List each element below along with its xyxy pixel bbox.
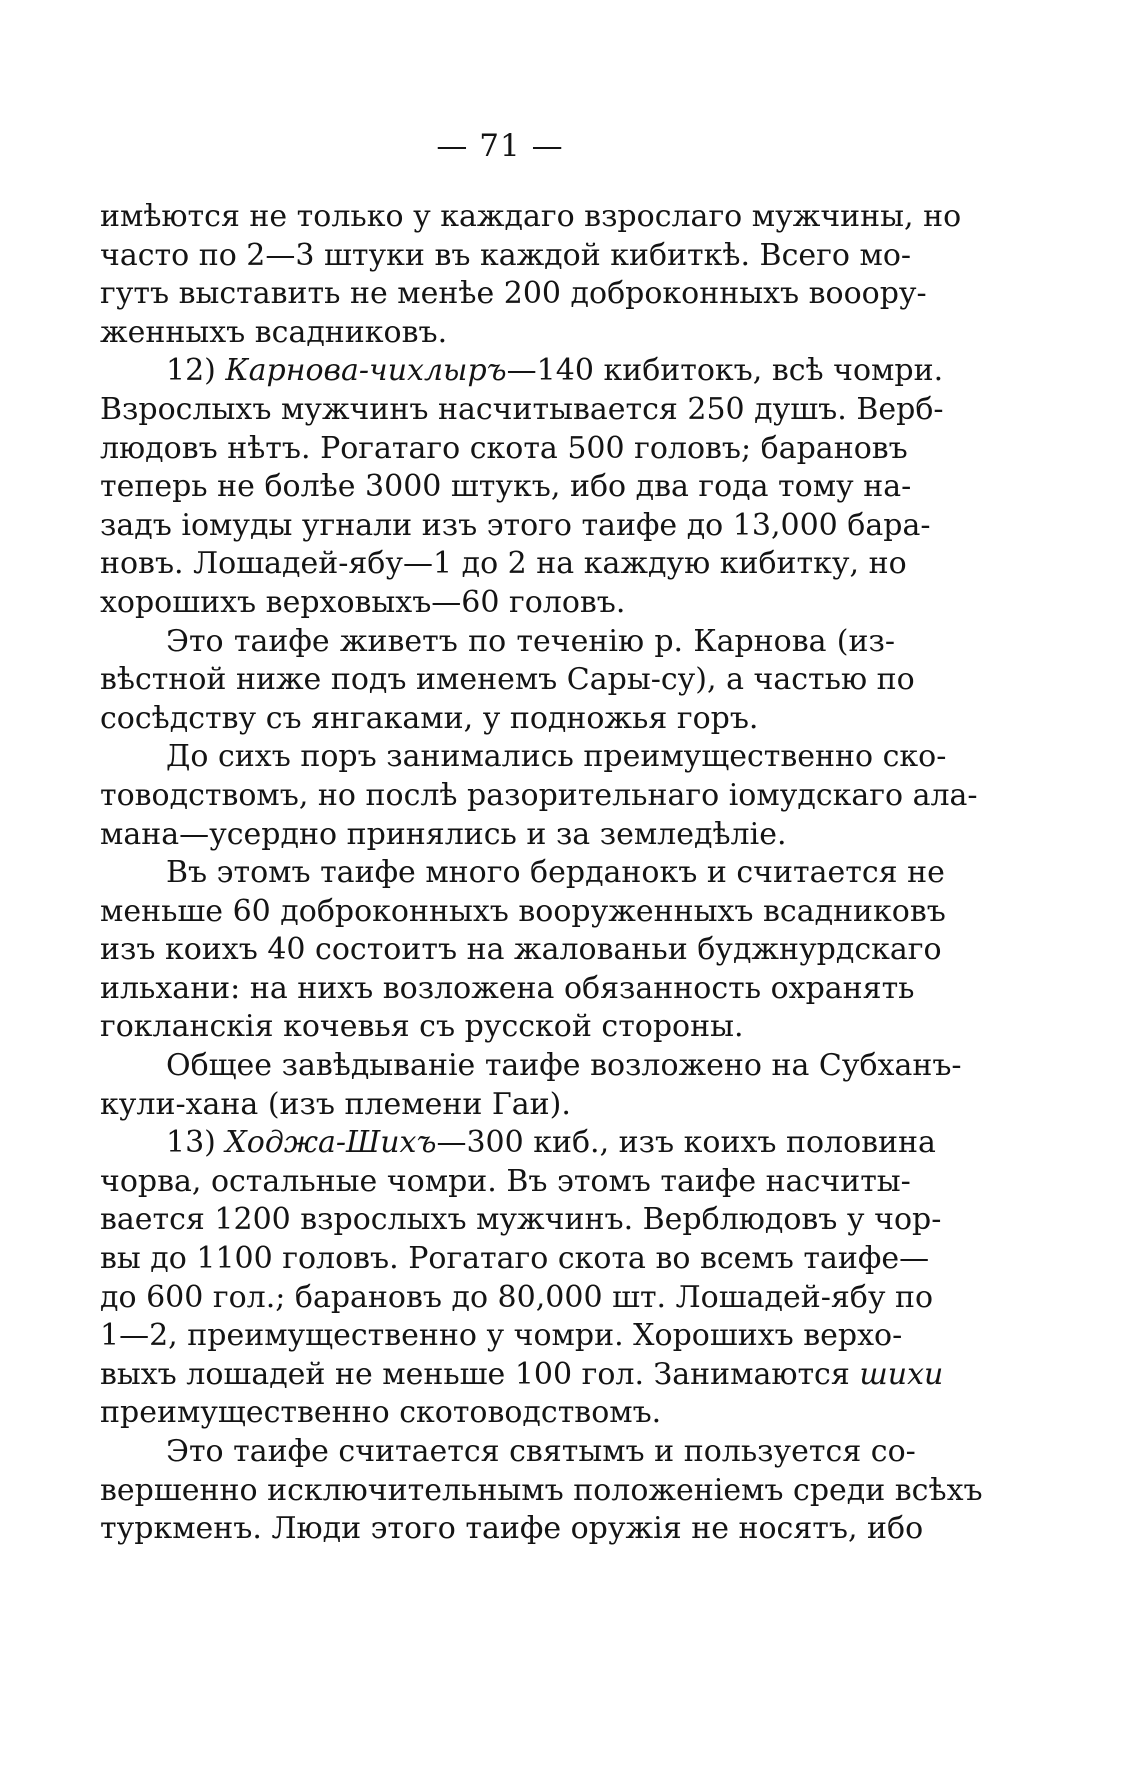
text-run: вершенно исключительнымъ положеніемъ среди всѣхъ (100, 1472, 983, 1508)
text-run: до 600 гол.; барановъ до 80,000 шт. Лошадей-ябу по (100, 1279, 934, 1315)
paragraph-start-line (100, 1433, 916, 1472)
text-line (100, 777, 978, 816)
page-number: — 71 — (436, 128, 564, 164)
text-line (100, 507, 931, 546)
text-line (100, 816, 895, 855)
text-line (100, 1472, 983, 1511)
text-line (100, 237, 912, 276)
text-run: женныхъ всадниковъ. (100, 314, 448, 350)
text-run: —300 киб., изъ коихъ половина (436, 1125, 936, 1161)
text-run: выхъ лошадей не меньше 100 гол. Занимаются (100, 1356, 860, 1392)
text-line (100, 700, 895, 739)
text-line (100, 931, 942, 970)
text-run: Взрослыхъ мужчинъ насчитывается 250 душъ. Верб- (100, 391, 944, 427)
paragraph-start-line (100, 1124, 936, 1163)
text-line (100, 1201, 942, 1240)
text-run: кули-хана (изъ племени Гаи). (100, 1086, 571, 1122)
text-run: гутъ выставить не менѣе 200 доброконныхъ вооору- (100, 276, 927, 312)
text-line (100, 584, 895, 623)
text-line (100, 893, 946, 932)
text-line (100, 275, 927, 314)
text-run: новъ. Лошадей-ябу—1 до 2 на каждую кибитку, но (100, 546, 907, 582)
italic-term: Ходжа-Шихъ (225, 1125, 437, 1161)
text-run: Это таифе живетъ по теченію р. Карнова (из- (166, 623, 895, 659)
text-run: туркменъ. Люди этого таифе оружія не носятъ, ибо (100, 1511, 924, 1547)
text-run: Въ этомъ таифе много берданокъ и считается не (166, 855, 945, 891)
text-run: вается 1200 взрослыхъ мужчинъ. Верблюдовъ у чор- (100, 1202, 942, 1238)
text-run: вѣстной ниже подъ именемъ Сары-су), а частью по (100, 662, 915, 698)
text-run: гокланскія кочевья съ русской стороны. (100, 1009, 744, 1045)
text-run: задъ іомуды угнали изъ этого таифе до 13,000 бара- (100, 507, 931, 543)
text-line (100, 314, 895, 353)
text-run: До сихъ поръ занимались преимущественно ско- (166, 739, 947, 775)
text-line (100, 430, 908, 469)
text-run: теперь не болѣе 3000 штукъ, ибо два года тому на- (100, 469, 912, 505)
text-run: 13) (166, 1125, 226, 1161)
text-line (100, 1279, 934, 1318)
text-run: Это таифе считается святымъ и пользуется со- (166, 1434, 916, 1469)
paragraph-start-line (100, 854, 945, 893)
text-line (100, 661, 915, 700)
paragraph-start-line (100, 352, 944, 391)
text-run: имѣются не только у каждаго взрослаго мужчины, но (100, 199, 962, 234)
text-run: 1—2, преимущественно у чомри. Хорошихъ верхо- (100, 1318, 903, 1354)
text-run: меньше 60 доброконныхъ вооруженныхъ всадниковъ (100, 893, 946, 929)
text-run: Общее завѣдываніе таифе возложено на Субханъ- (166, 1048, 962, 1084)
text-run: чорва, остальные чомри. Въ этомъ таифе насчиты- (100, 1163, 911, 1199)
text-line (100, 1008, 895, 1047)
text-line (100, 198, 962, 237)
text-line (100, 1240, 930, 1279)
text-line (100, 545, 907, 584)
text-line (100, 1394, 895, 1433)
text-line (100, 1163, 911, 1202)
text-line (100, 1086, 895, 1125)
paragraph-start-line (100, 738, 947, 777)
text-run: мана—усердно принялись и за земледѣліе. (100, 816, 787, 852)
text-run: людовъ нѣтъ. Рогатаго скота 500 головъ; барановъ (100, 430, 908, 466)
text-run: —140 кибитокъ, всѣ чомри. (506, 353, 944, 389)
paragraph-start-line (100, 623, 895, 662)
paragraph-start-line (100, 1047, 962, 1086)
text-line (100, 1510, 924, 1549)
text-line (100, 391, 944, 430)
text-run: сосѣдству съ янгаками, у подножья горъ. (100, 700, 759, 736)
text-run: преимущественно скотоводствомъ. (100, 1395, 662, 1431)
italic-term: шихи (859, 1356, 944, 1392)
body-text (100, 198, 983, 1549)
text-line (100, 468, 912, 507)
text-run: вы до 1100 головъ. Рогатаго скота во всемъ таифе— (100, 1241, 930, 1277)
text-run: часто по 2—3 штуки въ каждой кибиткѣ. Всего мо- (100, 237, 912, 273)
text-run: товодствомъ, но послѣ разорительнаго іомудскаго ала- (100, 777, 978, 813)
text-run: 12) (166, 353, 226, 389)
text-line (100, 1356, 944, 1395)
text-line (100, 970, 915, 1009)
text-run: изъ коихъ 40 состоитъ на жалованьи буджнурдскаго (100, 932, 942, 968)
text-run: хорошихъ верховыхъ—60 головъ. (100, 584, 626, 620)
text-run: ильхани: на нихъ возложена обязанность охранять (100, 970, 915, 1006)
italic-term: Карнова-чихлыръ (225, 353, 507, 389)
text-line (100, 1317, 903, 1356)
